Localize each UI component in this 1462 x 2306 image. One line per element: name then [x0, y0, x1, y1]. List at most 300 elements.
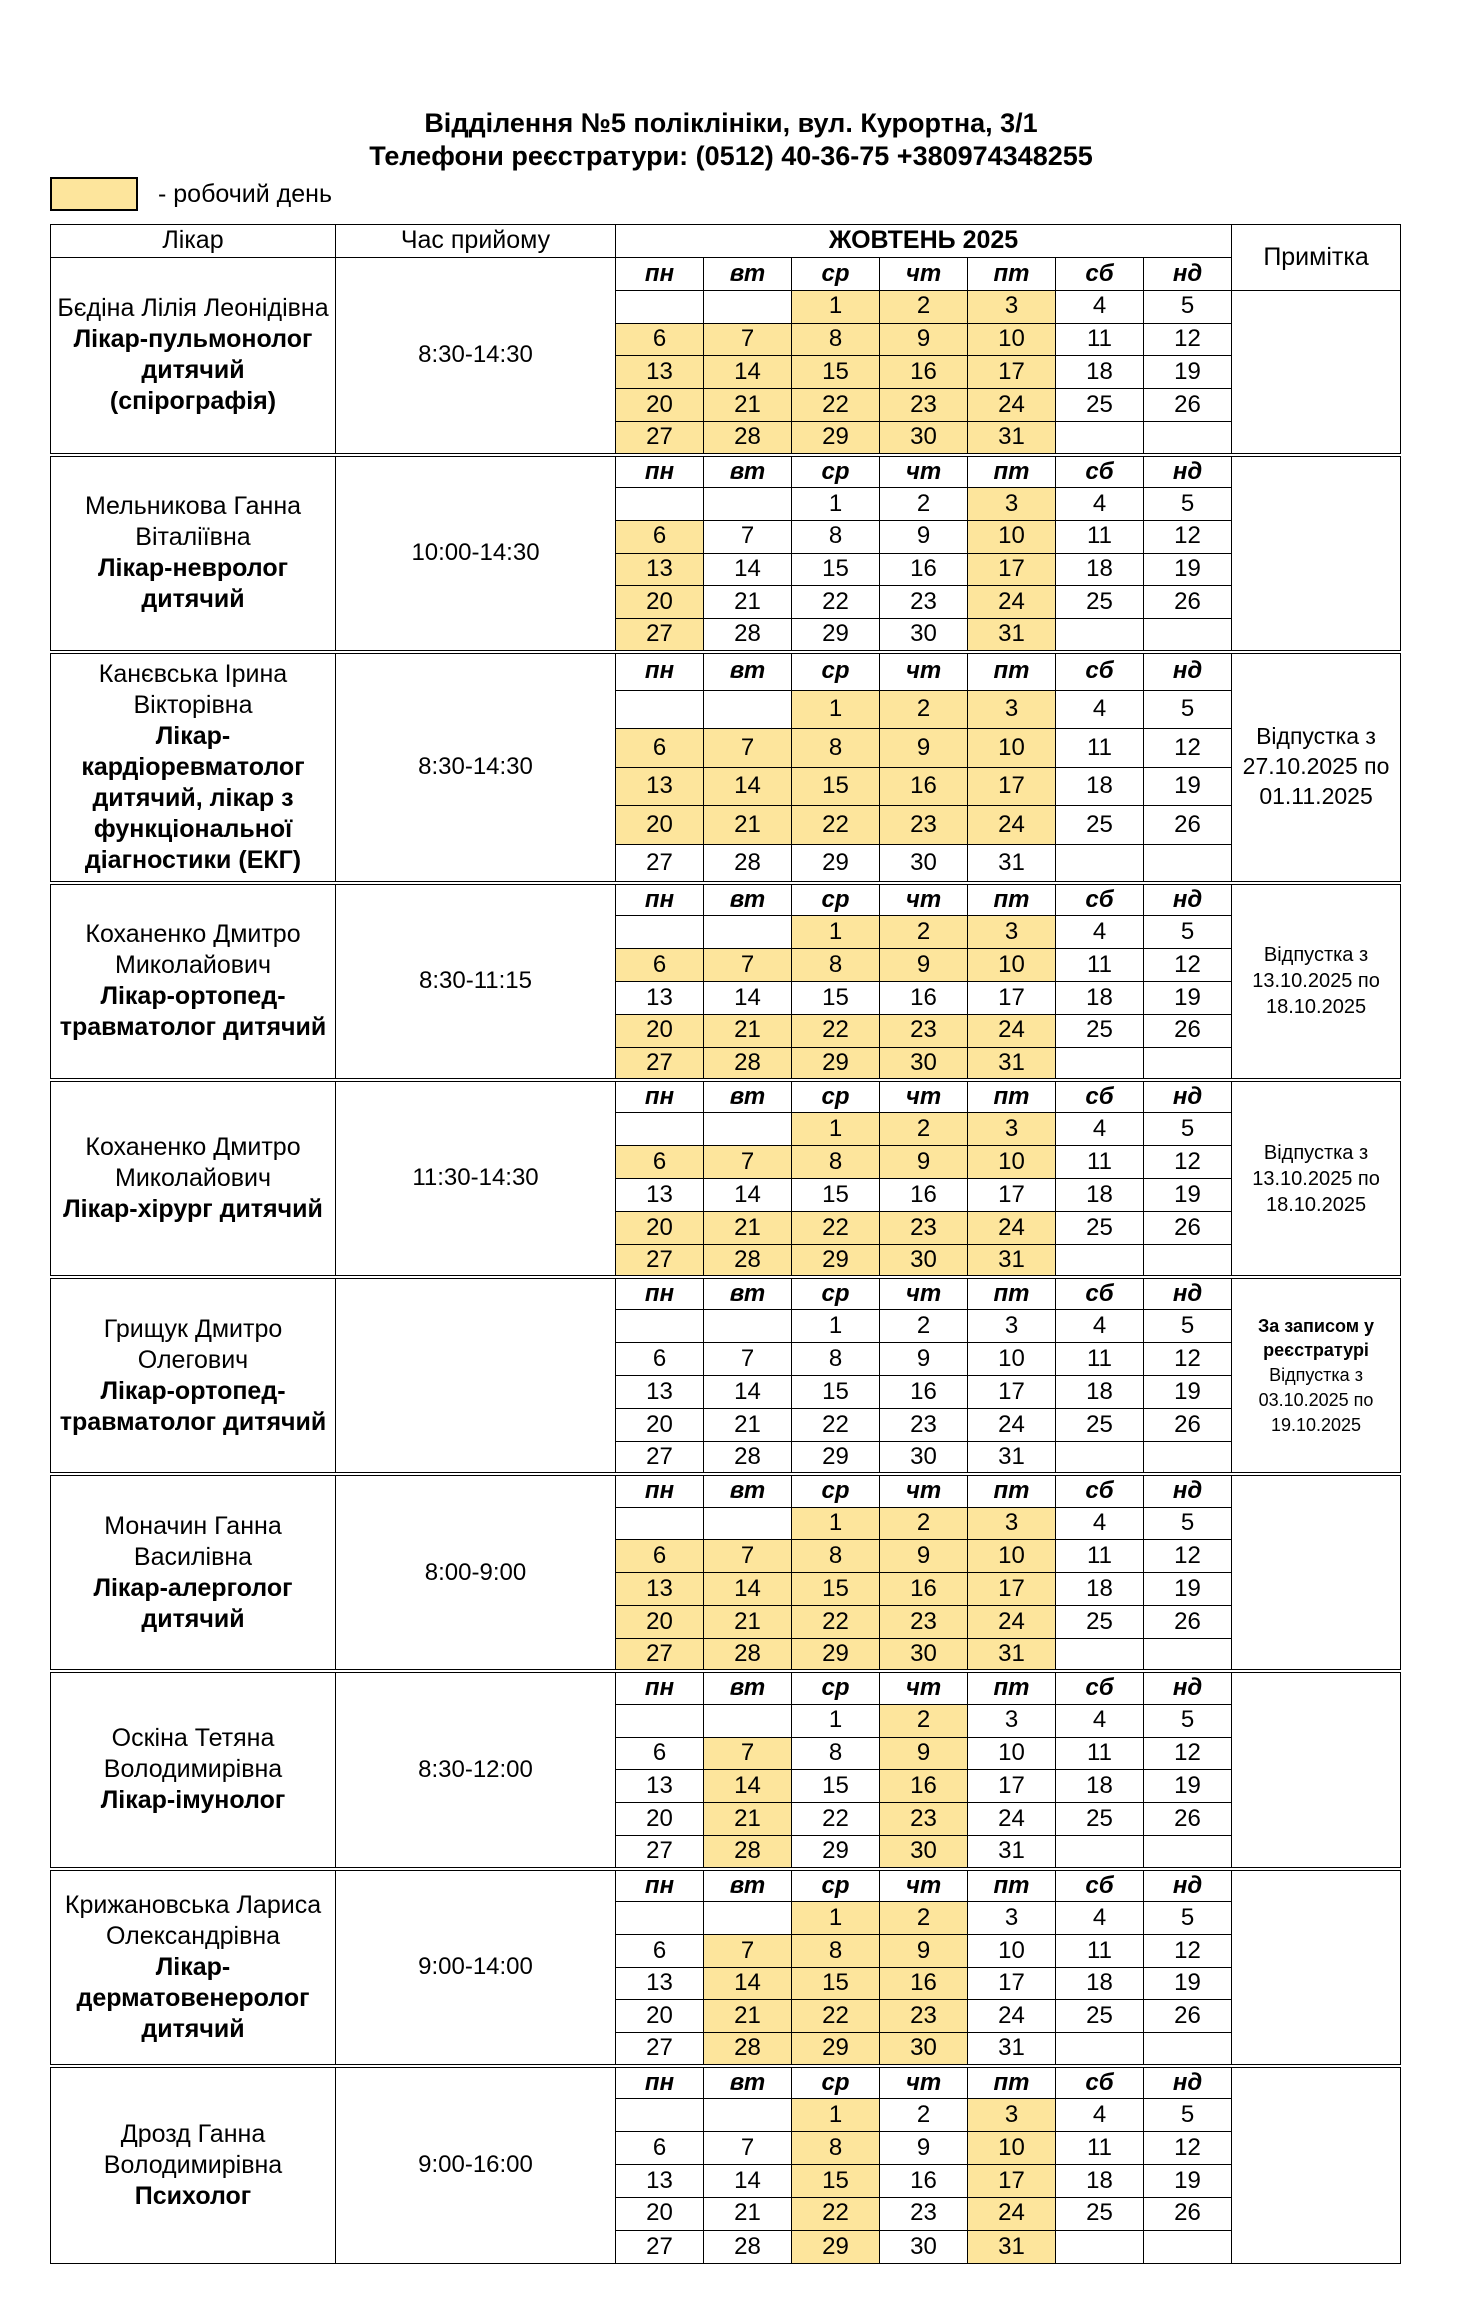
- calendar-day: [704, 290, 792, 323]
- doctor-cell: [51, 652, 336, 883]
- calendar-day: 10: [968, 1737, 1056, 1770]
- note-cell: [1232, 1277, 1401, 1474]
- column-header-time: Час прийому: [336, 225, 616, 258]
- calendar-day: 29: [792, 844, 880, 883]
- doctor-cell: [51, 2066, 336, 2264]
- weekday-label: сб: [1056, 652, 1144, 691]
- weekday-label: пн: [616, 1277, 704, 1310]
- schedule-table: [50, 224, 1401, 2264]
- calendar-day: 19: [1144, 1770, 1232, 1803]
- doctor-cell: [51, 1869, 336, 2066]
- calendar-day: 14: [704, 356, 792, 389]
- calendar-day: 7: [704, 520, 792, 553]
- note-text: Відпустка з 13.10.2025 по 18.10.2025: [1252, 1141, 1380, 1216]
- calendar-day: 20: [616, 389, 704, 422]
- calendar-day: 29: [792, 422, 880, 455]
- weekday-label: пн: [616, 1869, 704, 1902]
- calendar-day: 10: [968, 1343, 1056, 1376]
- calendar-day: 13: [616, 1179, 704, 1212]
- page-title: Відділення №5 поліклініки, вул. Курортна, 3/1: [424, 108, 1038, 138]
- calendar-day: [1056, 1441, 1144, 1474]
- calendar-day: 9: [880, 729, 968, 768]
- calendar-day: 30: [880, 1244, 968, 1277]
- reception-hours: 8:30-14:30: [336, 257, 616, 454]
- calendar-day: 2: [880, 1310, 968, 1343]
- calendar-day: 18: [1056, 1967, 1144, 2000]
- weekday-label: пн: [616, 1080, 704, 1113]
- calendar-day: 28: [704, 1836, 792, 1869]
- weekday-label: сб: [1056, 2066, 1144, 2099]
- calendar-day: 10: [968, 520, 1056, 553]
- reception-hours: 9:00-16:00: [336, 2066, 616, 2264]
- calendar-day: 31: [968, 619, 1056, 652]
- calendar-day: 5: [1144, 1507, 1232, 1540]
- calendar-day: 8: [792, 1146, 880, 1179]
- weekday-label: нд: [1144, 652, 1232, 691]
- calendar-day: 20: [616, 1014, 704, 1047]
- calendar-day: 31: [968, 844, 1056, 883]
- calendar-day: 5: [1144, 290, 1232, 323]
- calendar-day: 2: [880, 2099, 968, 2132]
- weekday-label: сб: [1056, 1671, 1144, 1704]
- calendar-day: 10: [968, 1146, 1056, 1179]
- weekday-label: чт: [880, 455, 968, 488]
- weekday-row: [51, 1277, 1401, 1310]
- calendar-day: 29: [792, 1836, 880, 1869]
- calendar-day: 19: [1144, 2164, 1232, 2197]
- calendar-day: 23: [880, 1803, 968, 1836]
- calendar-day: 13: [616, 1376, 704, 1409]
- calendar-day: 20: [616, 806, 704, 845]
- reception-hours: 8:30-14:30: [336, 652, 616, 883]
- calendar-day: 25: [1056, 1211, 1144, 1244]
- weekday-label: пт: [968, 883, 1056, 916]
- column-header-doctor: Лікар: [51, 225, 336, 258]
- calendar-day: 15: [792, 553, 880, 586]
- doctor-name: Оскіна Тетяна Володимирівна: [103, 1724, 283, 1784]
- doctor-name: Дрозд Ганна Володимирівна: [103, 2119, 283, 2179]
- calendar-day: 18: [1056, 767, 1144, 806]
- calendar-day: 24: [968, 1803, 1056, 1836]
- calendar-day: 9: [880, 1737, 968, 1770]
- calendar-day: 15: [792, 1179, 880, 1212]
- calendar-day: 27: [616, 2033, 704, 2066]
- weekday-row: [51, 652, 1401, 691]
- calendar-day: 17: [968, 1770, 1056, 1803]
- calendar-day: 14: [704, 767, 792, 806]
- calendar-day: 17: [968, 767, 1056, 806]
- calendar-day: [704, 916, 792, 949]
- doctor-specialty: Лікар-невролог дитячий: [97, 554, 289, 614]
- calendar-day: 5: [1144, 487, 1232, 520]
- calendar-day: 30: [880, 2230, 968, 2264]
- weekday-label: нд: [1144, 1277, 1232, 1310]
- weekday-row: [51, 1474, 1401, 1507]
- calendar-day: 1: [792, 1507, 880, 1540]
- calendar-day: 28: [704, 1639, 792, 1672]
- calendar-day: 25: [1056, 586, 1144, 619]
- doctor-specialty: Лікар-імунолог: [100, 1786, 286, 1815]
- calendar-day: 4: [1056, 1901, 1144, 1934]
- calendar-day: 1: [792, 1113, 880, 1146]
- calendar-day: 16: [880, 1770, 968, 1803]
- calendar-day: 14: [704, 1573, 792, 1606]
- calendar-day: 14: [704, 1967, 792, 2000]
- doctor-cell: [51, 1671, 336, 1868]
- reception-hours: [336, 1277, 616, 1474]
- weekday-row: [51, 1869, 1401, 1902]
- calendar-day: 6: [616, 729, 704, 768]
- calendar-day: 29: [792, 2033, 880, 2066]
- weekday-label: пт: [968, 1869, 1056, 1902]
- calendar-day: 26: [1144, 2000, 1232, 2033]
- calendar-day: 30: [880, 422, 968, 455]
- calendar-day: 24: [968, 1409, 1056, 1442]
- calendar-day: 27: [616, 844, 704, 883]
- weekday-label: вт: [704, 455, 792, 488]
- calendar-day: 1: [792, 290, 880, 323]
- calendar-day: 17: [968, 1967, 1056, 2000]
- weekday-label: пт: [968, 1080, 1056, 1113]
- weekday-label: вт: [704, 1869, 792, 1902]
- note-cell: [1232, 1474, 1401, 1671]
- weekday-label: ср: [792, 257, 880, 290]
- calendar-day: 31: [968, 2033, 1056, 2066]
- weekday-label: чт: [880, 1277, 968, 1310]
- calendar-day: 26: [1144, 1014, 1232, 1047]
- calendar-day: 5: [1144, 1113, 1232, 1146]
- calendar-day: 6: [616, 323, 704, 356]
- weekday-label: пт: [968, 652, 1056, 691]
- calendar-day: 16: [880, 1179, 968, 1212]
- note-text: За записом у реєстратурі: [1258, 1315, 1375, 1361]
- weekday-label: пт: [968, 2066, 1056, 2099]
- reception-hours: 8:30-12:00: [336, 1671, 616, 1868]
- calendar-day: 17: [968, 1573, 1056, 1606]
- calendar-day: 1: [792, 487, 880, 520]
- calendar-day: 3: [968, 1901, 1056, 1934]
- calendar-day: 4: [1056, 1507, 1144, 1540]
- calendar-day: 12: [1144, 1146, 1232, 1179]
- calendar-day: 20: [616, 1409, 704, 1442]
- calendar-day: 9: [880, 1146, 968, 1179]
- weekday-label: нд: [1144, 1080, 1232, 1113]
- calendar-day: 13: [616, 356, 704, 389]
- calendar-day: [616, 2099, 704, 2132]
- calendar-day: 26: [1144, 389, 1232, 422]
- calendar-day: 1: [792, 1310, 880, 1343]
- calendar-day: 23: [880, 2000, 968, 2033]
- calendar-day: 6: [616, 1343, 704, 1376]
- calendar-day: [616, 1507, 704, 1540]
- weekday-label: чт: [880, 883, 968, 916]
- calendar-day: 8: [792, 2131, 880, 2164]
- calendar-day: 18: [1056, 2164, 1144, 2197]
- calendar-day: 18: [1056, 1573, 1144, 1606]
- calendar-day: 12: [1144, 1737, 1232, 1770]
- calendar-day: 25: [1056, 2197, 1144, 2230]
- calendar-day: 11: [1056, 729, 1144, 768]
- calendar-day: 26: [1144, 806, 1232, 845]
- calendar-day: 28: [704, 1244, 792, 1277]
- calendar-day: 21: [704, 1211, 792, 1244]
- weekday-label: сб: [1056, 1277, 1144, 1310]
- calendar-day: 2: [880, 1507, 968, 1540]
- weekday-label: нд: [1144, 1474, 1232, 1507]
- calendar-day: 19: [1144, 356, 1232, 389]
- reception-hours: 8:30-11:15: [336, 883, 616, 1080]
- doctor-name: Коханенко Дмитро Миколайович: [85, 1133, 301, 1192]
- calendar-day: 22: [792, 2000, 880, 2033]
- calendar-day: 3: [968, 916, 1056, 949]
- calendar-day: [1144, 1047, 1232, 1080]
- calendar-day: 11: [1056, 520, 1144, 553]
- calendar-day: 12: [1144, 1934, 1232, 1967]
- calendar-day: 11: [1056, 1737, 1144, 1770]
- calendar-day: 1: [792, 916, 880, 949]
- calendar-day: 20: [616, 1803, 704, 1836]
- weekday-label: пт: [968, 1277, 1056, 1310]
- weekday-label: пн: [616, 652, 704, 691]
- calendar-day: 8: [792, 1737, 880, 1770]
- calendar-day: 2: [880, 1113, 968, 1146]
- calendar-day: 30: [880, 619, 968, 652]
- calendar-day: [1144, 1441, 1232, 1474]
- weekday-label: ср: [792, 1080, 880, 1113]
- calendar-day: 15: [792, 356, 880, 389]
- calendar-day: 11: [1056, 2131, 1144, 2164]
- reception-hours: 10:00-14:30: [336, 455, 616, 652]
- calendar-day: 5: [1144, 1704, 1232, 1737]
- calendar-day: 21: [704, 586, 792, 619]
- weekday-label: сб: [1056, 257, 1144, 290]
- calendar-day: 12: [1144, 1343, 1232, 1376]
- calendar-day: 5: [1144, 1901, 1232, 1934]
- calendar-day: 16: [880, 1573, 968, 1606]
- calendar-day: 17: [968, 356, 1056, 389]
- calendar-day: 28: [704, 1047, 792, 1080]
- calendar-day: 16: [880, 553, 968, 586]
- calendar-day: 8: [792, 729, 880, 768]
- calendar-day: 3: [968, 1507, 1056, 1540]
- calendar-day: 23: [880, 2197, 968, 2230]
- weekday-label: вт: [704, 1080, 792, 1113]
- calendar-day: 2: [880, 1704, 968, 1737]
- calendar-day: 14: [704, 1179, 792, 1212]
- calendar-day: 21: [704, 1606, 792, 1639]
- calendar-day: 15: [792, 1770, 880, 1803]
- calendar-day: 4: [1056, 690, 1144, 729]
- calendar-day: [704, 1704, 792, 1737]
- calendar-day: 14: [704, 981, 792, 1014]
- calendar-day: 29: [792, 1244, 880, 1277]
- calendar-day: 8: [792, 520, 880, 553]
- weekday-label: вт: [704, 1277, 792, 1310]
- calendar-day: 12: [1144, 520, 1232, 553]
- calendar-day: 23: [880, 1409, 968, 1442]
- calendar-day: 9: [880, 1540, 968, 1573]
- calendar-day: 10: [968, 729, 1056, 768]
- doctor-name: Мельникова Ганна Віталіївна: [84, 492, 302, 552]
- weekday-label: пт: [968, 257, 1056, 290]
- calendar-day: 15: [792, 767, 880, 806]
- weekday-label: вт: [704, 1671, 792, 1704]
- calendar-day: 16: [880, 1376, 968, 1409]
- calendar-day: 24: [968, 2197, 1056, 2230]
- doctor-cell: [51, 257, 336, 454]
- calendar-day: 3: [968, 2099, 1056, 2132]
- calendar-day: 19: [1144, 1179, 1232, 1212]
- weekday-label: вт: [704, 257, 792, 290]
- calendar-day: 10: [968, 323, 1056, 356]
- calendar-day: 22: [792, 389, 880, 422]
- calendar-day: 28: [704, 2033, 792, 2066]
- calendar-day: 1: [792, 1704, 880, 1737]
- calendar-day: 17: [968, 553, 1056, 586]
- calendar-day: 20: [616, 586, 704, 619]
- note-cell: [1232, 1869, 1401, 2066]
- calendar-day: 30: [880, 1441, 968, 1474]
- doctor-specialty: Лікар-кардіоревматолог дитячий, лікар з функціональної діагностики (ЕКГ): [81, 721, 305, 874]
- calendar-day: 7: [704, 948, 792, 981]
- calendar-day: 4: [1056, 1704, 1144, 1737]
- calendar-day: 22: [792, 1803, 880, 1836]
- calendar-day: 11: [1056, 1934, 1144, 1967]
- calendar-day: 29: [792, 1047, 880, 1080]
- calendar-day: 21: [704, 2000, 792, 2033]
- calendar-day: 9: [880, 323, 968, 356]
- calendar-day: 25: [1056, 806, 1144, 845]
- calendar-day: 14: [704, 1376, 792, 1409]
- weekday-label: пн: [616, 455, 704, 488]
- calendar-day: 24: [968, 586, 1056, 619]
- calendar-day: [704, 1113, 792, 1146]
- note-cell: [1232, 290, 1401, 454]
- calendar-day: 31: [968, 422, 1056, 455]
- weekday-label: сб: [1056, 1869, 1144, 1902]
- calendar-day: 28: [704, 1441, 792, 1474]
- calendar-day: 25: [1056, 1606, 1144, 1639]
- schedule-body: [51, 225, 1401, 2264]
- calendar-day: 16: [880, 356, 968, 389]
- calendar-day: 16: [880, 1967, 968, 2000]
- calendar-day: 19: [1144, 767, 1232, 806]
- calendar-day: 30: [880, 844, 968, 883]
- calendar-day: [616, 1310, 704, 1343]
- calendar-day: 11: [1056, 323, 1144, 356]
- calendar-day: 25: [1056, 2000, 1144, 2033]
- calendar-day: 2: [880, 487, 968, 520]
- weekday-label: ср: [792, 1869, 880, 1902]
- weekday-label: вт: [704, 883, 792, 916]
- calendar-day: 11: [1056, 1540, 1144, 1573]
- calendar-day: 21: [704, 389, 792, 422]
- calendar-day: 21: [704, 2197, 792, 2230]
- calendar-day: 21: [704, 1014, 792, 1047]
- doctor-cell: [51, 1277, 336, 1474]
- calendar-day: 22: [792, 1606, 880, 1639]
- calendar-day: 12: [1144, 2131, 1232, 2164]
- calendar-day: 6: [616, 520, 704, 553]
- calendar-day: 3: [968, 487, 1056, 520]
- note-cell: [1232, 1080, 1401, 1277]
- calendar-day: 18: [1056, 356, 1144, 389]
- calendar-day: 6: [616, 2131, 704, 2164]
- calendar-day: 26: [1144, 1803, 1232, 1836]
- calendar-day: 16: [880, 767, 968, 806]
- calendar-day: 3: [968, 1113, 1056, 1146]
- weekday-label: ср: [792, 455, 880, 488]
- calendar-day: 23: [880, 806, 968, 845]
- doctor-name: Коханенко Дмитро Миколайович: [85, 920, 301, 980]
- calendar-day: 9: [880, 520, 968, 553]
- weekday-label: пт: [968, 1474, 1056, 1507]
- calendar-day: 12: [1144, 323, 1232, 356]
- calendar-day: 27: [616, 619, 704, 652]
- weekday-label: ср: [792, 652, 880, 691]
- weekday-label: ср: [792, 883, 880, 916]
- weekday-label: пн: [616, 1671, 704, 1704]
- calendar-day: 29: [792, 2230, 880, 2264]
- calendar-day: 26: [1144, 586, 1232, 619]
- calendar-day: 5: [1144, 2099, 1232, 2132]
- calendar-day: 27: [616, 1441, 704, 1474]
- calendar-day: 3: [968, 690, 1056, 729]
- weekday-label: пт: [968, 455, 1056, 488]
- reception-hours: 8:00-9:00: [336, 1474, 616, 1671]
- doctor-specialty: Лікар-дерматовенеролог дитячий: [76, 1952, 310, 2043]
- calendar-day: 6: [616, 1737, 704, 1770]
- calendar-day: [1056, 422, 1144, 455]
- calendar-day: 25: [1056, 1803, 1144, 1836]
- calendar-day: 13: [616, 981, 704, 1014]
- calendar-day: 6: [616, 1934, 704, 1967]
- calendar-day: 19: [1144, 553, 1232, 586]
- calendar-day: 27: [616, 422, 704, 455]
- calendar-day: 2: [880, 690, 968, 729]
- calendar-day: 7: [704, 1540, 792, 1573]
- calendar-day: 29: [792, 1639, 880, 1672]
- calendar-day: 1: [792, 1901, 880, 1934]
- calendar-day: 14: [704, 1770, 792, 1803]
- weekday-label: вт: [704, 1474, 792, 1507]
- calendar-day: 4: [1056, 1310, 1144, 1343]
- calendar-day: 26: [1144, 1211, 1232, 1244]
- calendar-day: 19: [1144, 981, 1232, 1014]
- calendar-day: [616, 690, 704, 729]
- calendar-day: 24: [968, 1211, 1056, 1244]
- calendar-day: [704, 1310, 792, 1343]
- calendar-day: 24: [968, 389, 1056, 422]
- calendar-day: 31: [968, 1639, 1056, 1672]
- calendar-day: 9: [880, 1343, 968, 1376]
- calendar-day: 28: [704, 619, 792, 652]
- calendar-day: 12: [1144, 1540, 1232, 1573]
- calendar-day: 27: [616, 1639, 704, 1672]
- calendar-day: 26: [1144, 1606, 1232, 1639]
- calendar-day: 2: [880, 1901, 968, 1934]
- calendar-day: 27: [616, 1047, 704, 1080]
- calendar-day: 6: [616, 1540, 704, 1573]
- calendar-day: 23: [880, 586, 968, 619]
- weekday-label: ср: [792, 1277, 880, 1310]
- calendar-day: [1056, 844, 1144, 883]
- weekday-label: пн: [616, 257, 704, 290]
- calendar-day: 9: [880, 1934, 968, 1967]
- calendar-day: 18: [1056, 981, 1144, 1014]
- calendar-day: 11: [1056, 1146, 1144, 1179]
- calendar-day: 4: [1056, 2099, 1144, 2132]
